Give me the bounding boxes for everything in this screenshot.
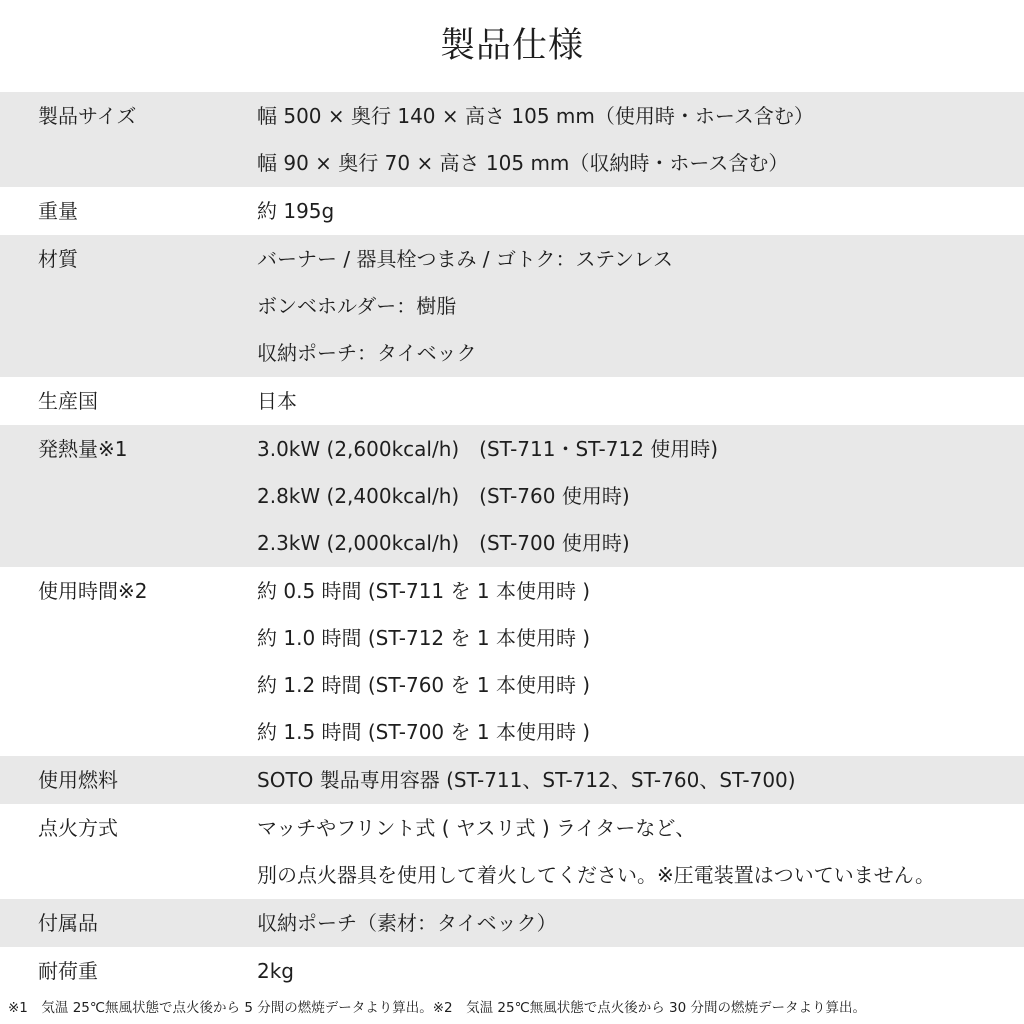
spec-value: 2.8kW (2,400kcal/h) (ST-760 使用時) xyxy=(257,484,630,508)
spec-value: 約 1.2 時間 (ST-760 を 1 本使用時 ) xyxy=(257,673,591,697)
spec-value: マッチやフリント式 ( ヤスリ式 ) ライターなど、 xyxy=(257,816,696,840)
spec-label: 製品サイズ xyxy=(38,104,137,128)
spec-row-ignition xyxy=(0,804,1024,899)
spec-values xyxy=(257,567,1024,756)
spec-label: 材質 xyxy=(38,247,78,271)
spec-row-load-capacity xyxy=(0,947,1024,995)
spec-value: 幅 500 × 奥行 140 × 高さ 105 mm（使用時・ホース含む） xyxy=(257,104,814,128)
spec-label: 重量 xyxy=(38,199,78,223)
spec-value: 別の点火器具を使用して着火してください。※圧電装置はついていません。 xyxy=(257,863,935,887)
spec-row-size xyxy=(0,92,1024,187)
spec-row-heat-output xyxy=(0,425,1024,567)
spec-table xyxy=(0,92,1024,995)
spec-row-usage-time xyxy=(0,567,1024,756)
spec-value: バーナー / 器具栓つまみ / ゴトク：ステンレス xyxy=(257,247,674,271)
spec-value: 約 1.5 時間 (ST-700 を 1 本使用時 ) xyxy=(257,720,591,744)
spec-values xyxy=(257,899,1024,947)
spec-value: 収納ポーチ（素材：タイベック） xyxy=(257,911,557,935)
spec-label: 耐荷重 xyxy=(38,959,98,983)
spec-label: 付属品 xyxy=(38,911,98,935)
spec-row-material xyxy=(0,235,1024,377)
page-title: 製品仕様 xyxy=(439,26,584,66)
spec-label: 使用燃料 xyxy=(38,768,118,792)
spec-value: 約 0.5 時間 (ST-711 を 1 本使用時 ) xyxy=(257,579,591,603)
spec-value: 3.0kW (2,600kcal/h) (ST-711・ST-712 使用時) xyxy=(257,437,719,461)
spec-values xyxy=(257,804,1024,899)
spec-values xyxy=(257,92,1024,187)
spec-label: 点火方式 xyxy=(38,816,118,840)
spec-value: 幅 90 × 奥行 70 × 高さ 105 mm（収納時・ホース含む） xyxy=(257,151,789,175)
spec-values xyxy=(257,377,1024,425)
spec-value: ボンベホルダー：樹脂 xyxy=(257,294,457,318)
spec-value: 2.3kW (2,000kcal/h) (ST-700 使用時) xyxy=(257,531,630,555)
spec-values xyxy=(257,187,1024,235)
spec-row-fuel xyxy=(0,756,1024,804)
spec-value: 約 195g xyxy=(257,199,335,223)
spec-value: 日本 xyxy=(257,389,297,413)
spec-row-weight xyxy=(0,187,1024,235)
spec-value: 2kg xyxy=(257,959,295,983)
spec-value: 約 1.0 時間 (ST-712 を 1 本使用時 ) xyxy=(257,626,591,650)
spec-values xyxy=(257,235,1024,377)
spec-row-accessories xyxy=(0,899,1024,947)
spec-label: 使用時間※2 xyxy=(38,579,148,603)
spec-values xyxy=(257,425,1024,567)
spec-label: 発熱量※1 xyxy=(38,437,128,461)
spec-values xyxy=(257,947,1024,995)
spec-row-country xyxy=(0,377,1024,425)
spec-value: 収納ポーチ：タイベック xyxy=(257,341,477,365)
spec-values xyxy=(257,756,1024,804)
spec-label: 生産国 xyxy=(38,389,98,413)
spec-value: SOTO 製品専用容器 (ST-711、ST-712、ST-760、ST-700) xyxy=(257,768,796,792)
footnote: ※1 気温 25℃無風状態で点火後から 5 分間の燃焼データより算出。※2 気温 25℃無風状態で点火後から 30 分間の燃焼データより算出。 xyxy=(8,1000,866,1016)
